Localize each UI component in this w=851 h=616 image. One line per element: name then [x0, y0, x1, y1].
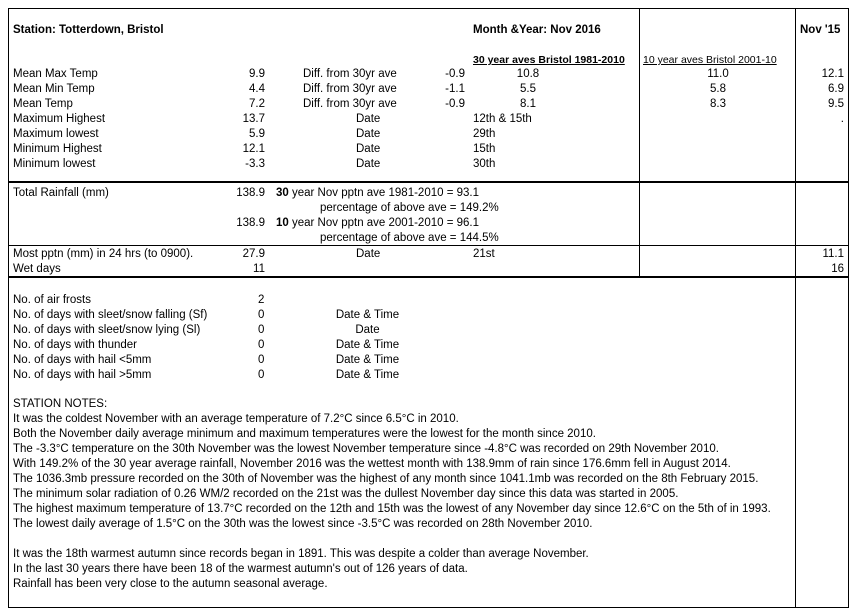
count-value: 0	[258, 369, 265, 381]
count-date-time: Date & Time	[335, 309, 400, 321]
temp-date-label: Date	[356, 113, 381, 125]
temp-label: Mean Min Temp	[13, 83, 95, 95]
temp-ave10: 5.8	[710, 83, 726, 95]
note-line: With 149.2% of the 30 year average rainfall, November 2016 was the wettest month with 138.9mm of rain since 176.6mm fell in August 2014.	[13, 458, 731, 470]
pptn-prev: 11.1	[822, 248, 844, 260]
temp-diff-label: Diff. from 30yr ave	[303, 98, 397, 110]
count-label: No. of days with hail >5mm	[13, 369, 152, 381]
rainfall-ave30	[276, 186, 479, 200]
note-line: It was the coldest November with an average temperature of 7.2°C since 6.5°C in 2010.	[13, 413, 459, 425]
note-line: Both the November daily average minimum and maximum temperatures were the lowest for the month since 2010.	[13, 428, 596, 440]
autumn-note-line: It was the 18th warmest autumn since records began in 1891. This was despite a colder than average November.	[13, 548, 589, 560]
rainfall-ave10-years: 10	[276, 217, 289, 229]
temp-ave10: 11.0	[707, 68, 729, 80]
ave30-title: 30 year aves Bristol 1981-2010	[473, 54, 625, 66]
temp-date-label: Date	[356, 158, 381, 170]
frame-top	[8, 8, 848, 9]
temp-label: Minimum Highest	[13, 143, 102, 155]
temp-ave10: 8.3	[710, 98, 726, 110]
temp-label: Maximum lowest	[13, 128, 99, 140]
station-title: Station: Totterdown, Bristol	[13, 24, 164, 36]
pptn-label: Most pptn (mm) in 24 hrs (to 0900).	[13, 248, 194, 260]
temp-ave30: 10.8	[516, 68, 540, 80]
temp-diff: -1.1	[445, 83, 465, 95]
temp-prev: 6.9	[828, 83, 844, 95]
temp-date: 12th & 15th	[473, 113, 532, 125]
temp-prev: 12.1	[821, 68, 844, 80]
ave10-title: 10 year aves Bristol 2001-10	[643, 54, 777, 66]
rainfall-pct-2: percentage of above ave = 144.5%	[320, 232, 499, 244]
separator-after-temps	[8, 181, 848, 183]
rainfall-value-2: 138.9	[236, 217, 265, 229]
note-line: The lowest daily average of 1.5°C on the 30th was the lowest since -3.5°C was recorded on 28th November 2010.	[13, 518, 593, 530]
temp-date-label: Date	[356, 128, 381, 140]
count-value: 0	[258, 324, 265, 336]
frame-left	[8, 8, 9, 608]
temp-date: 30th	[473, 158, 496, 170]
rainfall-label: Total Rainfall (mm)	[13, 187, 109, 199]
temp-value: 12.1	[242, 143, 265, 155]
note-line: The -3.3°C temperature on the 30th November was the lowest November temperature since -4.8°C was recorded on 29th November 2010.	[13, 443, 719, 455]
frame-bottom	[8, 607, 848, 608]
note-line: The highest maximum temperature of 13.7°C recorded on the 12th and 15th was the lowest of any November day since 12.6°C on the 5th of in 1993.	[13, 503, 771, 515]
count-value: 0	[258, 339, 265, 351]
wetdays-value: 11	[253, 263, 265, 275]
rainfall-pct-1: percentage of above ave = 149.2%	[320, 202, 499, 214]
prev-year-title: Nov '15	[800, 24, 841, 36]
temp-date: 15th	[473, 143, 496, 155]
wetdays-prev: 16	[831, 263, 844, 275]
count-date-time: Date	[355, 324, 380, 336]
count-label: No. of days with sleet/snow lying (Sl)	[13, 324, 201, 336]
note-line: The minimum solar radiation of 0.26 WM/2 recorded on the 21st was the dullest November day since this data was started in 2005.	[13, 488, 679, 500]
note-line: The 1036.3mb pressure recorded on the 30th of November was the highest of any month since 1041.1mb was recorded on the 8th February 2015.	[13, 473, 759, 485]
temp-value: 4.4	[249, 83, 265, 95]
month-year-title: Month &Year: Nov 2016	[473, 24, 601, 36]
pptn-date: 21st	[473, 248, 495, 260]
rainfall-value-1: 138.9	[236, 187, 265, 199]
col-line-ave10-left	[639, 8, 640, 278]
temp-value: 5.9	[249, 128, 265, 140]
frame-right	[848, 8, 849, 608]
temp-diff-label: Diff. from 30yr ave	[303, 68, 397, 80]
count-value: 2	[258, 294, 265, 306]
count-date-time: Date & Time	[335, 369, 400, 381]
rainfall-ave30-years: 30	[276, 187, 289, 199]
autumn-note-line: In the last 30 years there have been 18 of the warmest autumn's out of 126 years of data.	[13, 563, 468, 575]
temp-value: 7.2	[249, 98, 265, 110]
count-label: No. of days with thunder	[13, 339, 138, 351]
col-line-prev-left	[795, 8, 796, 608]
count-label: No. of days with hail <5mm	[13, 354, 152, 366]
temp-diff: -0.9	[445, 68, 465, 80]
temp-prev: .	[840, 113, 844, 125]
temp-value: 13.7	[242, 113, 265, 125]
count-value: 0	[258, 309, 265, 321]
temp-diff: -0.9	[445, 98, 465, 110]
rainfall-ave30-text: year Nov pptn ave 1981-2010 = 93.1	[288, 187, 480, 199]
temp-label: Maximum Highest	[13, 113, 106, 125]
pptn-value: 27.9	[242, 248, 265, 260]
temp-date: 29th	[473, 128, 496, 140]
temp-prev: 9.5	[828, 98, 844, 110]
temp-date-label: Date	[356, 143, 381, 155]
temp-label: Minimum lowest	[13, 158, 96, 170]
autumn-note-line: Rainfall has been very close to the autumn seasonal average.	[13, 578, 328, 590]
temp-ave30: 8.1	[520, 98, 536, 110]
rainfall-ave10	[276, 216, 479, 230]
count-label: No. of air frosts	[13, 294, 91, 306]
count-label: No. of days with sleet/snow falling (Sf)	[13, 309, 208, 321]
pptn-date-label: Date	[356, 248, 381, 260]
temp-label: Mean Max Temp	[13, 68, 98, 80]
rainfall-ave10-text: year Nov pptn ave 2001-2010 = 96.1	[288, 217, 480, 229]
notes-title: STATION NOTES:	[13, 398, 108, 410]
count-date-time: Date & Time	[335, 339, 400, 351]
temp-ave30: 5.5	[520, 83, 536, 95]
count-value: 0	[258, 354, 265, 366]
separator-after-wetdays	[8, 276, 848, 278]
temp-value: 9.9	[249, 68, 265, 80]
temp-value: -3.3	[245, 158, 265, 170]
count-date-time: Date & Time	[335, 354, 400, 366]
temp-diff-label: Diff. from 30yr ave	[303, 83, 397, 95]
wetdays-label: Wet days	[13, 263, 61, 275]
temp-label: Mean Temp	[13, 98, 73, 110]
separator-after-rain	[8, 245, 848, 246]
